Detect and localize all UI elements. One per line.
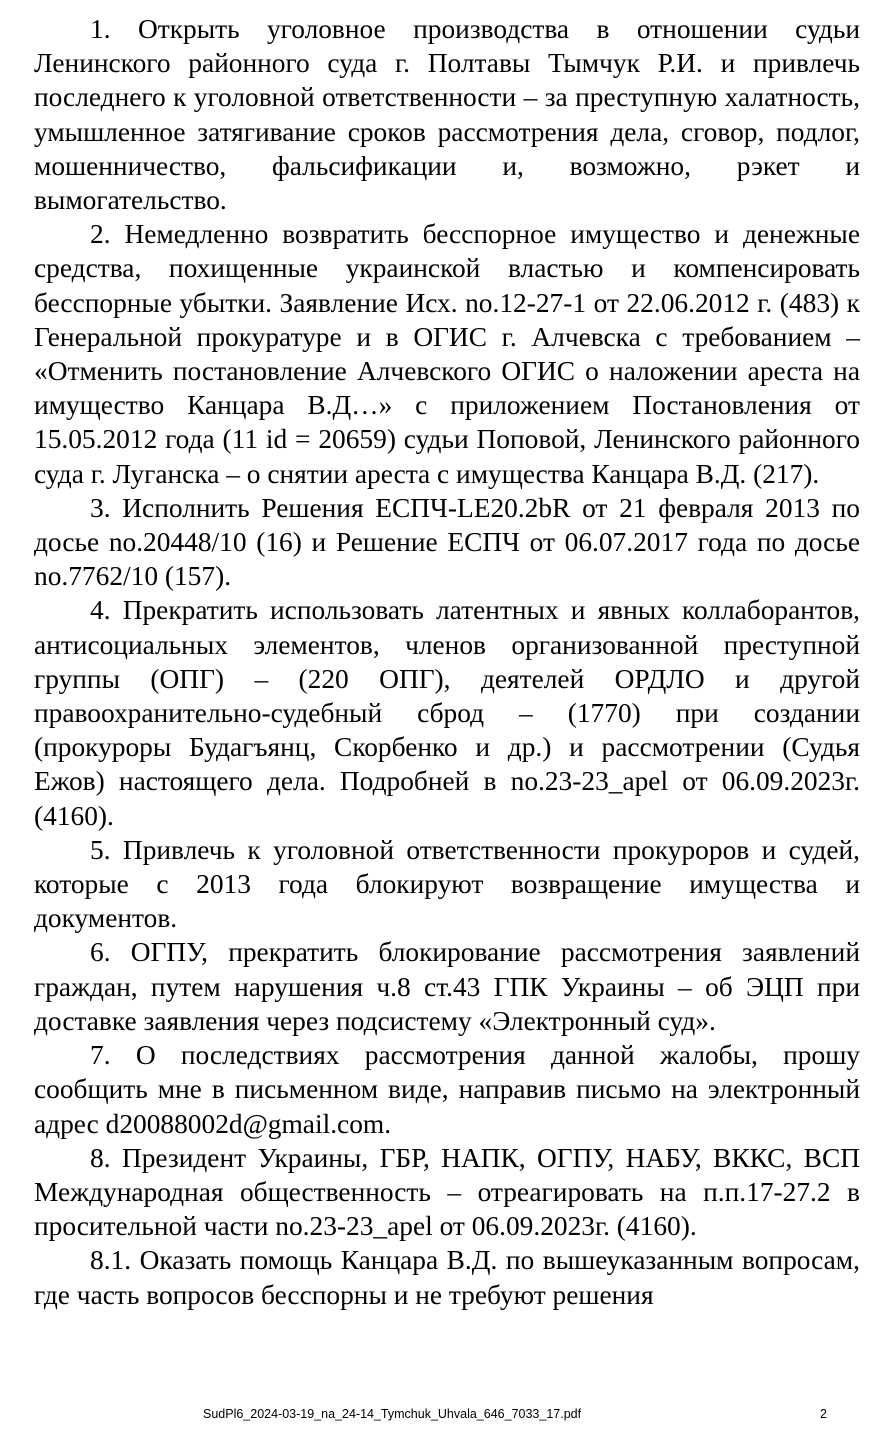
paragraph-2: 2. Немедленно возвратить бесспорное имущество и денежные средства, похищенные украинской властью и компенсировать бесспорные убытки. Заявление Исх. no.12-27-1 от 22.06.2012 г. (483) к Генеральной прокуратуре и в ОГИС г. Алчевска с требованием – «Отменить постановление Алчевского ОГИС о наложении ареста на имущество Канцара В.Д…» с приложением Постановления от 15.05.2012 года (11 id = 20659) судьи Поповой, Ленинского районного суда г. Луганска – о снятии ареста с имущества Канцара В.Д. (217). (34, 219, 860, 489)
footer-page-number: 2 (820, 1407, 827, 1421)
paragraph-1: 1. Открыть уголовное производства в отношении судьи Ленинского районного суда г. Полтавы Тымчук Р.И. и привлечь последнего к уголовной ответственности – за преступную халатность, умышленное затягивание сроков рассмотрения дела, сговор, подлог, мошенничество, фальсификации и, возможно, рэкет и вымогательство. (34, 14, 860, 216)
paragraph-7: 7. О последствиях рассмотрения данной жалобы, прошу сообщить мне в письменном виде, направив письмо на электронный адрес d20088002d@gmail.com. (34, 1040, 860, 1139)
paragraph-8: 8. Президент Украины, ГБР, НАПК, ОГПУ, НАБУ, ВККС, ВСП Международная общественность – отреагировать на п.п.17-27.2 в просительной части no.23-23_apel от 06.09.2023г. (4160). (34, 1142, 860, 1242)
page-footer (0, 1407, 888, 1429)
document-body (34, 12, 860, 1312)
paragraph-4: 4. Прекратить использовать латентных и явных коллаборантов, антисоциальных элементов, членов организованной преступной группы (ОПГ) – (220 ОПГ), деятелей ОРДЛО и другой правоохранительно-судебный сброд – (1770) при создании (прокуроры Будагъянц, Скорбенко и др.) и рассмотрении (Судья Ежов) настоящего дела. Подробней в no.23-23_apel от 06.09.2023г. (4160). (34, 595, 860, 831)
footer-filename: SudPl6_2024-03-19_na_24-14_Tymchuk_Uhvala_646_7033_17.pdf (203, 1407, 582, 1421)
paragraph-6: 6. ОГПУ, прекратить блокирование рассмотрения заявлений граждан, путем нарушения ч.8 ст.43 ГПК Украины – об ЭЦП при доставке заявления через подсистему «Электронный суд». (34, 937, 860, 1036)
paragraph-8-1: 8.1. Оказать помощь Канцара В.Д. по вышеуказанным вопросам, где часть вопросов бесспорны и не требуют решения (34, 1245, 860, 1310)
paragraph-3: 3. Исполнить Решения ЕСПЧ-LE20.2bR от 21 февраля 2013 по досье no.20448/10 (16) и Решение ЕСПЧ от 06.07.2017 года по досье no.7762/10 (157). (34, 492, 860, 592)
paragraph-5: 5. Привлечь к уголовной ответственности прокуроров и судей, которые с 2013 года блокируют возвращение имущества и документов. (34, 834, 860, 934)
